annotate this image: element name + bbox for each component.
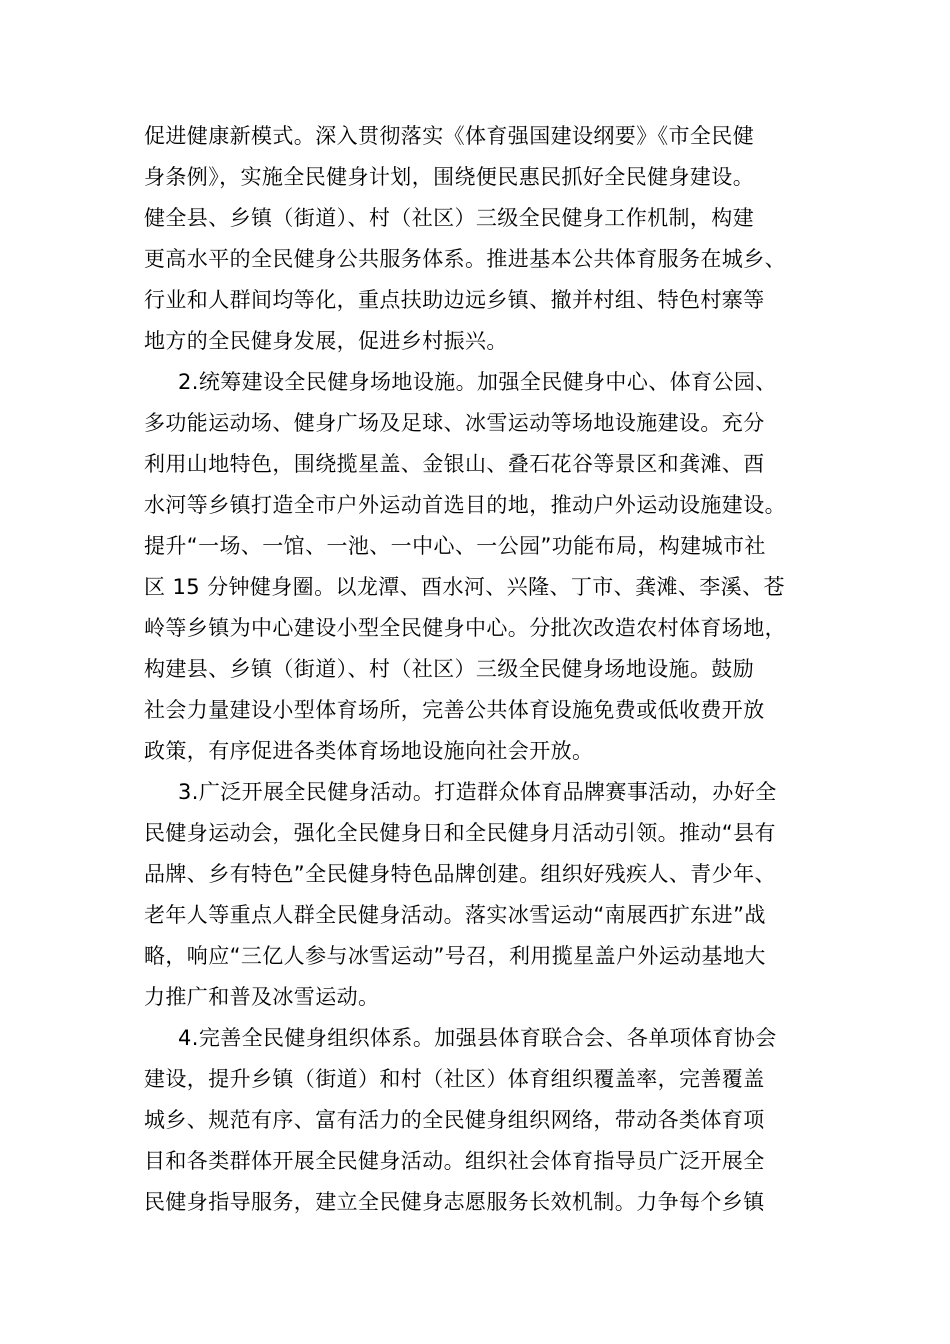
text-line: 力推广和普及冰雪运动。 xyxy=(144,985,380,1009)
text-line: 利用山地特色，围绕揽星盖、金银山、叠石花谷等景区和龚滩、酉 xyxy=(144,452,765,476)
text-line: 略，响应“三亿人参与冰雪运动”号召，利用揽星盖户外运动基地大 xyxy=(144,944,766,968)
text-line: 区 15 分钟健身圈。以龙潭、酉水河、兴隆、丁市、龚滩、李溪、苍 xyxy=(144,575,785,599)
text-line: 更高水平的全民健身公共服务体系。推进基本公共体育服务在城乡、 xyxy=(144,247,786,271)
text-line: 构建县、乡镇（街道）、村（社区）三级全民健身场地设施。鼓励 xyxy=(144,657,755,681)
text-line: 城乡、规范有序、富有活力的全民健身组织网络，带动各类体育项 xyxy=(144,1108,765,1132)
text-line: 行业和人群间均等化，重点扶助边远乡镇、撤并村组、特色村寨等 xyxy=(144,288,765,312)
text-line: 老年人等重点人群全民健身活动。落实冰雪运动“南展西扩东进”战 xyxy=(144,903,766,927)
text-line: 4.完善全民健身组织体系。加强县体育联合会、各单项体育协会 xyxy=(178,1026,777,1050)
text-line: 目和各类群体开展全民健身活动。组织社会体育指导员广泛开展全 xyxy=(144,1149,765,1173)
text-line: 3.广泛开展全民健身活动。打造群众体育品牌赛事活动，办好全 xyxy=(178,780,777,804)
text-line: 水河等乡镇打造全市户外运动首选目的地，推动户外运动设施建设。 xyxy=(144,493,786,517)
text-line: 健全县、乡镇（街道）、村（社区）三级全民健身工作机制，构建 xyxy=(144,206,755,230)
body-text xyxy=(144,116,826,1223)
text-line: 社会力量建设小型体育场所，完善公共体育设施免费或低收费开放 xyxy=(144,698,765,722)
text-line: 品牌、乡有特色”全民健身特色品牌创建。组织好残疾人、青少年、 xyxy=(144,862,776,886)
text-line: 促进健康新模式。深入贯彻落实《体育强国建设纲要》《市全民健 xyxy=(144,124,755,148)
text-line: 多功能运动场、健身广场及足球、冰雪运动等场地设施建设。充分 xyxy=(144,411,765,435)
text-line: 2.统筹建设全民健身场地设施。加强全民健身中心、体育公园、 xyxy=(178,370,777,394)
text-line: 建设，提升乡镇（街道）和村（社区）体育组织覆盖率，完善覆盖 xyxy=(144,1067,765,1091)
text-line: 民健身运动会，强化全民健身日和全民健身月活动引领。推动“县有 xyxy=(144,821,776,845)
text-line: 岭等乡镇为中心建设小型全民健身中心。分批次改造农村体育场地， xyxy=(144,616,786,640)
text-line: 政策，有序促进各类体育场地设施向社会开放。 xyxy=(144,739,594,763)
text-line: 地方的全民健身发展，促进乡村振兴。 xyxy=(144,329,508,353)
text-line: 提升“一场、一馆、一池、一中心、一公园”功能布局，构建城市社 xyxy=(144,534,766,558)
text-line: 身条例》，实施全民健身计划，围绕便民惠民抓好全民健身建设。 xyxy=(144,165,755,189)
text-line: 民健身指导服务，建立全民健身志愿服务长效机制。力争每个乡镇 xyxy=(144,1190,765,1214)
